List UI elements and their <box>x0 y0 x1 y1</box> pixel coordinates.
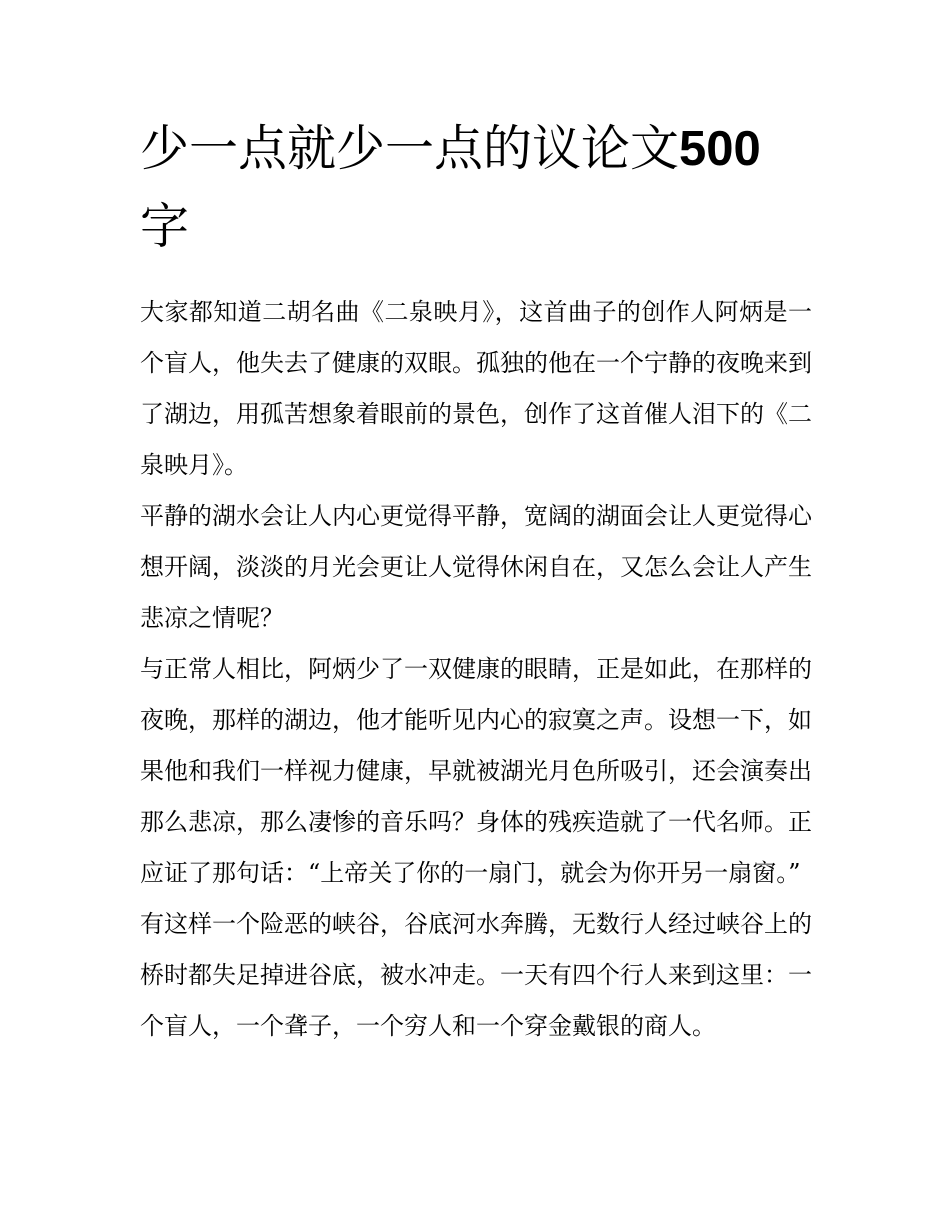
title-suffix: 字 <box>140 198 190 255</box>
page-title <box>140 110 812 265</box>
title-text: 少一点就少一点的议论文 <box>140 120 680 177</box>
title-number: 500 <box>679 122 761 176</box>
paragraph: 平静的湖水会让人内心更觉得平静，宽阔的湖面会让人更觉得心想开阔，淡淡的月光会更让人觉得休闲自在，又怎么会让人产生悲凉之情呢？ <box>140 502 812 632</box>
paragraph: 大家都知道二胡名曲《二泉映月》，这首曲子的创作人阿炳是一个盲人，他失去了健康的双眼。孤独的他在一个宁静的夜晚来到了湖边，用孤苦想象着眼前的景色，创作了这首催人泪下的《二泉映月》。 <box>140 298 812 479</box>
paragraph: 与正常人相比，阿炳少了一双健康的眼睛，正是如此，在那样的夜晚，那样的湖边，他才能听见内心的寂寞之声。设想一下，如果他和我们一样视力健康，早就被湖光月色所吸引，还会演奏出那么悲凉，那么凄惨的音乐吗？身体的残疾造就了一代名师。正应证了那句话：“上帝关了你的一扇门，就会为你开另一扇窗。” <box>140 655 812 887</box>
document-body <box>140 287 812 1052</box>
paragraph: 有这样一个险恶的峡谷，谷底河水奔腾，无数行人经过峡谷上的桥时都失足掉进谷底，被水冲走。一天有四个行人来到这里：一个盲人，一个聋子，一个穷人和一个穿金戴银的商人。 <box>140 910 812 1040</box>
document-page <box>140 110 812 1052</box>
